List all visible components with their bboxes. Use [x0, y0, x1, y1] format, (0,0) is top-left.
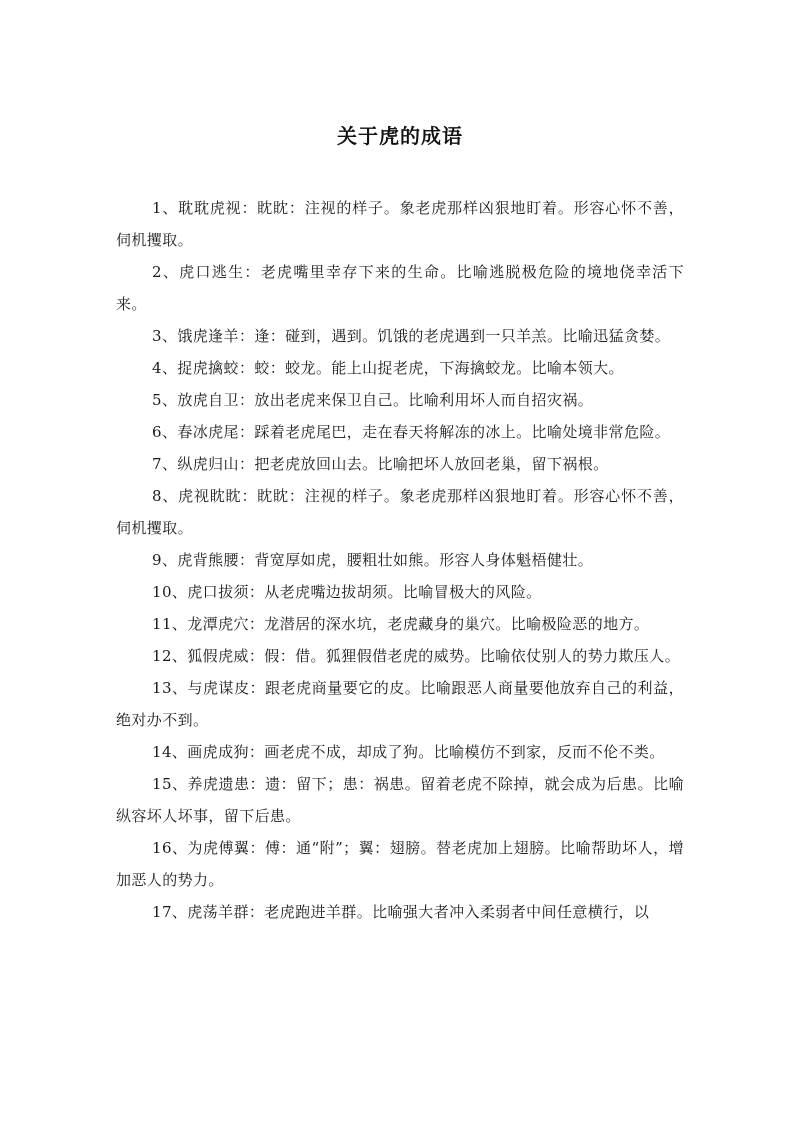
list-item: 8、虎视眈眈：眈眈：注视的样子。象老虎那样凶狠地盯着。形容心怀不善，伺机攫取。 [116, 487, 684, 537]
list-item: 9、虎背熊腰：背宽厚如虎，腰粗壮如熊。形容人身体魁梧健壮。 [152, 551, 594, 569]
list-item: 7、纵虎归山：把老虎放回山去。比喻把坏人放回老巢，留下祸根。 [152, 455, 609, 473]
page-title: 关于虎的成语 [337, 124, 463, 148]
list-item: 16、为虎傅翼：傅：通“附”；翼：翅膀。替老虎加上翅膀。比喻帮助坏人，增加恶人的势力。 [116, 839, 684, 889]
list-item: 4、捉虎擒蛟：蛟：蛟龙。能上山捉老虎，下海擒蛟龙。比喻本领大。 [152, 359, 624, 377]
list-item: 5、放虎自卫：放出老虎来保卫自己。比喻利用坏人而自招灾祸。 [152, 391, 594, 409]
idiom-list [116, 192, 684, 928]
list-item: 13、与虎谋皮：跟老虎商量要它的皮。比喻跟恶人商量要他放弃自己的利益，绝对办不到。 [116, 679, 684, 729]
list-item: 17、虎荡羊群：老虎跑进羊群。比喻强大者冲入柔弱者中间任意横行，以 [152, 903, 650, 921]
list-item: 12、狐假虎威：假：借。狐狸假借老虎的威势。比喻依仗别人的势力欺压人。 [152, 647, 681, 665]
list-item: 6、春冰虎尾：踩着老虎尾巴，走在春天将解冻的冰上。比喻处境非常危险。 [152, 423, 671, 441]
list-item: 3、饿虎逢羊：逢：碰到，遇到。饥饿的老虎遇到一只羊羔。比喻迅猛贪婪。 [152, 327, 671, 345]
list-item: 11、龙潭虎穴：龙潜居的深水坑，老虎藏身的巢穴。比喻极险恶的地方。 [152, 615, 650, 633]
list-item: 15、养虎遗患：遗：留下；患：祸患。留着老虎不除掉，就会成为后患。比喻纵容坏人坏事，留下后患。 [116, 775, 684, 825]
list-item: 10、虎口拔须：从老虎嘴边拔胡须。比喻冒极大的风险。 [152, 583, 542, 601]
list-item: 14、画虎成狗：画老虎不成，却成了狗。比喻模仿不到家，反而不伦不类。 [152, 743, 665, 761]
list-item: 1、耽耽虎视：眈眈：注视的样子。象老虎那样凶狠地盯着。形容心怀不善，伺机攫取。 [116, 199, 684, 249]
list-item: 2、虎口逃生：老虎嘴里幸存下来的生命。比喻逃脱极危险的境地侥幸活下来。 [116, 263, 684, 313]
